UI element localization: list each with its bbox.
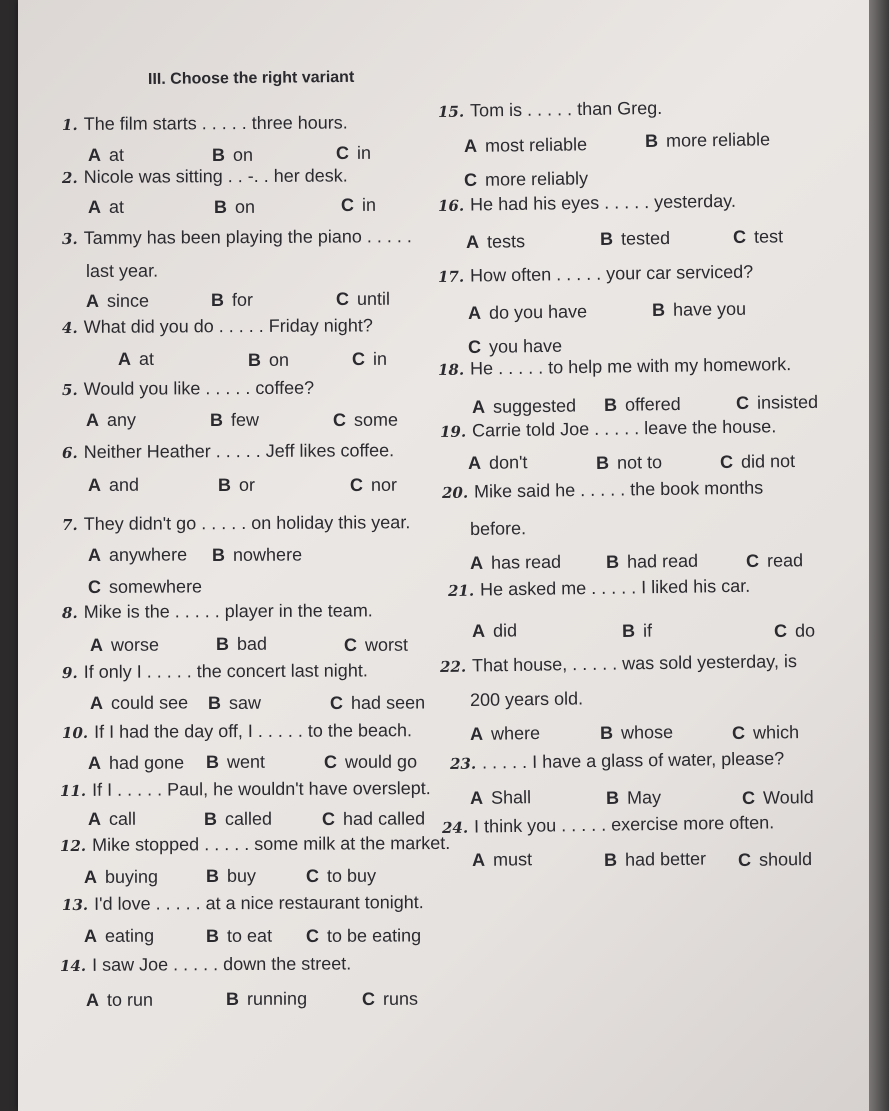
answer-option — [212, 544, 302, 566]
handwritten-question-number: 14. — [59, 956, 87, 975]
option-text: do — [794, 620, 816, 641]
question-stem — [62, 719, 412, 744]
answer-option — [470, 551, 561, 574]
option-letter: A — [87, 144, 102, 165]
option-text: have you — [672, 298, 747, 320]
option-letter: A — [465, 231, 480, 252]
question-text: I think you . . . . . exercise more often. — [473, 812, 775, 837]
question-stem — [62, 599, 373, 624]
answer-option — [336, 142, 371, 164]
option-text: tests — [486, 231, 526, 252]
question-stem — [60, 832, 450, 857]
option-text: nowhere — [232, 544, 303, 565]
option-letter: C — [732, 226, 747, 247]
answer-option — [472, 395, 576, 418]
option-text: on — [234, 196, 256, 217]
answer-option — [86, 290, 149, 312]
option-letter: A — [467, 302, 482, 323]
option-text: called — [224, 808, 273, 829]
question-text: Neither Heather . . . . . Jeff likes coffee. — [83, 440, 395, 462]
answer-option — [344, 634, 408, 656]
option-text: at — [138, 348, 155, 369]
option-text: you have — [488, 335, 563, 357]
option-text: buy — [226, 865, 257, 886]
handwritten-question-number: 22. — [439, 657, 467, 676]
option-text: worst — [364, 634, 409, 655]
answer-option — [604, 848, 706, 871]
option-text: did — [492, 620, 518, 641]
answer-option — [341, 194, 376, 216]
question-stem — [438, 261, 754, 288]
handwritten-question-number: 18. — [437, 360, 465, 379]
section-heading: III. Choose the right variant — [147, 68, 355, 88]
question-stem — [450, 747, 785, 775]
option-letter: B — [599, 228, 614, 249]
option-letter: C — [87, 576, 102, 597]
answer-option — [210, 409, 259, 431]
option-text: offered — [624, 393, 681, 415]
option-text: running — [246, 988, 308, 1009]
option-text: had read — [626, 550, 699, 572]
handwritten-question-number: 5. — [61, 380, 78, 399]
answer-option — [352, 348, 387, 370]
handwritten-question-number: 8. — [61, 603, 78, 622]
option-text: do you have — [488, 301, 588, 323]
question-stem — [62, 165, 348, 189]
answer-option — [216, 633, 267, 655]
handwritten-question-number: 24. — [441, 818, 469, 837]
option-letter: A — [463, 135, 478, 156]
option-text: some — [353, 409, 399, 430]
answer-option — [322, 807, 425, 830]
option-text: at — [108, 144, 125, 165]
answer-option — [226, 988, 307, 1010]
answer-option — [324, 751, 417, 773]
option-text: call — [108, 808, 137, 829]
option-letter: B — [217, 474, 232, 495]
question-stem — [442, 811, 775, 839]
option-letter: A — [469, 723, 484, 744]
handwritten-question-number: 2. — [61, 168, 78, 187]
option-text: Shall — [490, 787, 532, 808]
option-text: saw — [228, 692, 262, 713]
answer-option — [622, 620, 652, 642]
answer-option — [600, 227, 670, 250]
option-text: tested — [620, 228, 671, 249]
option-text: more reliable — [665, 129, 771, 151]
option-text: to eat — [226, 925, 273, 946]
option-letter: B — [205, 751, 220, 772]
answer-option — [88, 144, 124, 166]
option-text: where — [490, 723, 541, 744]
option-text: worse — [110, 634, 160, 655]
option-text: most reliable — [484, 134, 588, 156]
option-text: few — [230, 409, 260, 430]
answer-option — [88, 575, 202, 598]
option-letter: A — [89, 634, 104, 655]
answer-option — [330, 692, 425, 714]
option-letter: A — [117, 348, 132, 369]
answer-option — [88, 543, 187, 566]
answer-option — [596, 451, 662, 474]
option-text: bad — [236, 633, 268, 654]
option-letter: A — [87, 808, 102, 829]
option-text: nor — [370, 474, 398, 495]
answer-option — [604, 393, 681, 416]
option-text: buying — [104, 866, 159, 887]
question-stem — [62, 112, 348, 136]
handwritten-question-number: 3. — [61, 229, 78, 248]
option-text: to run — [106, 989, 154, 1010]
answer-option — [472, 619, 517, 642]
option-letter: C — [745, 550, 760, 571]
question-text: Would you like . . . . . coffee? — [83, 377, 315, 399]
question-text: They didn't go . . . . . on holiday this year. — [83, 512, 411, 534]
handwritten-question-number: 9. — [61, 663, 78, 682]
question-text: I'd love . . . . . at a nice restaurant tonight. — [94, 892, 424, 914]
handwritten-question-number: 17. — [437, 267, 465, 286]
question-stem — [440, 415, 777, 443]
option-letter: B — [209, 409, 224, 430]
option-text: did not — [740, 450, 796, 472]
handwritten-question-number: 13. — [61, 895, 89, 914]
answer-option — [466, 230, 525, 253]
option-text: eating — [104, 925, 155, 946]
option-letter: C — [321, 808, 336, 829]
answer-option — [600, 721, 673, 744]
option-text: would go — [344, 751, 418, 772]
option-text: must — [492, 849, 533, 870]
option-text: don't — [488, 452, 528, 473]
answer-option — [208, 692, 261, 714]
option-letter: C — [773, 620, 788, 641]
question-stem — [438, 97, 662, 123]
question-text: Tom is . . . . . than Greg. — [469, 97, 663, 121]
option-text: read — [766, 550, 804, 571]
question-stem — [62, 659, 368, 684]
option-letter: B — [605, 551, 620, 572]
option-text: more reliably — [484, 168, 589, 190]
option-letter: A — [469, 787, 484, 808]
handwritten-question-number: 21. — [447, 581, 475, 600]
option-letter: B — [603, 394, 618, 415]
option-text: insisted — [756, 391, 819, 413]
answer-option — [362, 988, 418, 1010]
answer-option — [90, 691, 188, 714]
question-text: If I had the day off, I . . . . . to the beach. — [94, 720, 413, 742]
option-letter: A — [471, 849, 486, 870]
option-letter: C — [335, 288, 350, 309]
option-text: in — [356, 142, 372, 163]
option-letter: A — [87, 474, 102, 495]
option-text: to be eating — [326, 925, 422, 946]
answer-option — [645, 128, 770, 152]
option-text: had better — [624, 848, 707, 870]
option-letter: A — [83, 866, 98, 887]
question-text: He asked me . . . . . I liked his car. — [479, 575, 751, 600]
option-letter: B — [203, 808, 218, 829]
question-text: If I . . . . . Paul, he wouldn't have overslept. — [92, 778, 431, 800]
answer-option — [214, 196, 255, 218]
option-letter: C — [467, 336, 482, 357]
option-text: test — [753, 226, 784, 247]
question-text: The film starts . . . . . three hours. — [83, 112, 348, 134]
question-stem — [62, 314, 373, 339]
question-text: Carrie told Joe . . . . . leave the house. — [471, 416, 777, 441]
option-letter: A — [471, 620, 486, 641]
question-stem — [442, 477, 764, 504]
answer-option — [84, 925, 154, 947]
question-text: I saw Joe . . . . . down the street. — [92, 953, 352, 975]
question-text: Nicole was sitting . . -. . her desk. — [83, 165, 348, 187]
option-letter: C — [463, 169, 478, 190]
option-letter: B — [603, 849, 618, 870]
answer-option — [350, 474, 397, 496]
answer-option — [606, 550, 698, 573]
option-letter: C — [305, 925, 320, 946]
answer-option — [211, 289, 253, 311]
question-stem — [62, 377, 314, 401]
question-stem — [62, 891, 424, 916]
option-letter: B — [207, 692, 222, 713]
option-text: which — [752, 722, 800, 743]
answer-option — [472, 848, 532, 871]
option-text: went — [226, 751, 266, 772]
question-text-continued: before. — [469, 518, 527, 539]
option-letter: A — [83, 925, 98, 946]
option-letter: C — [340, 194, 355, 215]
option-text: or — [238, 474, 256, 495]
question-text: Mike is the . . . . . player in the team. — [83, 600, 373, 622]
answer-option — [470, 786, 531, 809]
question-stem — [62, 439, 394, 464]
question-text: . . . . . I have a glass of water, please? — [481, 748, 785, 773]
option-letter: A — [85, 989, 100, 1010]
answer-option — [742, 786, 814, 809]
question-text: Mike said he . . . . . the book months — [473, 477, 764, 502]
option-text: has read — [490, 551, 562, 573]
option-text: at — [108, 196, 125, 217]
option-letter: C — [332, 409, 347, 430]
handwritten-question-number: 23. — [449, 754, 477, 773]
answer-option — [470, 722, 540, 745]
answer-option — [746, 549, 803, 572]
option-text: should — [758, 848, 813, 870]
question-stem — [438, 190, 736, 217]
option-letter: B — [599, 722, 614, 743]
question-stem — [62, 225, 412, 250]
option-text: to buy — [326, 865, 377, 886]
handwritten-question-number: 6. — [61, 443, 78, 462]
answer-option — [118, 348, 154, 370]
question-text: He . . . . . to help me with my homework. — [469, 354, 792, 379]
option-letter: B — [621, 620, 636, 641]
option-letter: B — [605, 787, 620, 808]
handwritten-question-number: 15. — [437, 102, 465, 121]
handwritten-question-number: 19. — [439, 422, 467, 441]
answer-option — [206, 751, 265, 773]
question-stem — [60, 777, 431, 802]
option-letter: C — [351, 348, 366, 369]
question-text: How often . . . . . your car serviced? — [469, 261, 754, 286]
option-letter: B — [215, 633, 230, 654]
answer-option — [468, 335, 562, 358]
option-letter: B — [595, 452, 610, 473]
option-text: anywhere — [108, 544, 188, 565]
question-text: He had his eyes . . . . . yesterday. — [469, 190, 737, 215]
option-letter: A — [469, 552, 484, 573]
answer-option — [306, 865, 376, 887]
answer-option — [464, 133, 587, 157]
option-text: any — [106, 409, 137, 430]
question-stem — [438, 353, 792, 381]
option-letter: B — [651, 299, 666, 320]
question-text-continued: last year. — [85, 260, 159, 281]
option-letter: C — [737, 849, 752, 870]
option-text: if — [642, 620, 653, 641]
option-text: had called — [342, 808, 426, 829]
question-stem — [448, 575, 751, 602]
handwritten-question-number: 4. — [61, 318, 78, 337]
answer-option — [88, 751, 184, 774]
option-letter: C — [361, 988, 376, 1009]
answer-option — [86, 989, 153, 1011]
question-text: What did you do . . . . . Friday night? — [83, 315, 373, 337]
option-letter: C — [719, 451, 734, 472]
option-letter: C — [741, 787, 756, 808]
option-text: Would — [762, 786, 814, 808]
answer-option — [90, 634, 159, 656]
option-letter: A — [87, 196, 102, 217]
answer-option — [333, 409, 398, 431]
answer-option — [206, 925, 272, 947]
answer-option — [84, 866, 158, 888]
handwritten-question-number: 20. — [441, 483, 469, 502]
answer-option — [204, 808, 272, 830]
answer-option — [652, 298, 746, 321]
question-text: Mike stopped . . . . . some milk at the market. — [92, 832, 451, 855]
option-letter: A — [85, 290, 100, 311]
question-text: If only I . . . . . the concert last night. — [83, 660, 368, 682]
option-text: had gone — [108, 752, 185, 773]
option-text: had seen — [350, 692, 426, 713]
answer-option — [468, 300, 587, 324]
option-text: on — [268, 349, 290, 370]
answer-option — [738, 848, 812, 871]
option-letter: A — [87, 544, 102, 565]
answer-option — [86, 409, 136, 431]
handwritten-question-number: 12. — [59, 836, 87, 855]
question-stem — [60, 952, 351, 977]
answer-option — [464, 167, 588, 191]
option-letter: A — [87, 752, 102, 773]
answer-option — [468, 451, 528, 474]
option-text: suggested — [492, 395, 577, 417]
option-text: runs — [382, 988, 419, 1009]
handwritten-question-number: 11. — [59, 781, 87, 800]
option-letter: B — [211, 144, 226, 165]
option-text: could see — [110, 692, 189, 713]
option-text: somewhere — [108, 576, 203, 597]
answer-option — [736, 391, 818, 414]
answer-option — [88, 474, 139, 496]
option-letter: B — [205, 865, 220, 886]
answer-option — [248, 349, 289, 371]
answer-option — [732, 721, 799, 744]
answer-option — [720, 450, 795, 473]
answer-option — [606, 786, 661, 809]
option-letter: A — [467, 452, 482, 473]
option-letter: B — [644, 130, 659, 151]
handwritten-question-number: 7. — [61, 515, 78, 534]
option-text: since — [106, 290, 150, 311]
answer-option — [212, 144, 253, 166]
handwritten-question-number: 1. — [61, 115, 78, 134]
option-letter: B — [211, 544, 226, 565]
option-letter: C — [329, 692, 344, 713]
option-text: in — [361, 194, 377, 215]
option-text: for — [231, 289, 254, 310]
option-letter: A — [85, 409, 100, 430]
answer-option — [218, 474, 255, 496]
option-text: until — [356, 288, 391, 309]
option-letter: C — [335, 142, 350, 163]
question-text: That house, . . . . . was sold yesterday, is — [471, 651, 798, 676]
answer-option — [774, 619, 815, 642]
answer-option — [88, 808, 136, 830]
answer-option — [88, 196, 124, 218]
option-letter: C — [323, 751, 338, 772]
handwritten-question-number: 16. — [437, 196, 465, 215]
option-letter: C — [735, 392, 750, 413]
option-letter: C — [349, 474, 364, 495]
handwritten-question-number: 10. — [61, 723, 89, 742]
question-text: Tammy has been playing the piano . . . . . — [83, 226, 412, 248]
option-letter: B — [213, 196, 228, 217]
option-letter: C — [343, 634, 358, 655]
option-letter: B — [247, 349, 262, 370]
question-stem — [62, 511, 410, 536]
option-letter: A — [471, 396, 486, 417]
option-letter: C — [731, 722, 746, 743]
option-text: May — [626, 787, 662, 808]
option-letter: A — [89, 692, 104, 713]
background-surface — [869, 0, 889, 1111]
option-text: on — [232, 144, 254, 165]
option-letter: C — [305, 865, 320, 886]
question-text-continued: 200 years old. — [469, 688, 584, 710]
option-text: and — [108, 474, 140, 495]
option-text: in — [372, 348, 388, 369]
answer-option — [336, 288, 390, 310]
option-letter: B — [205, 925, 220, 946]
option-letter: B — [210, 289, 225, 310]
option-letter: B — [225, 988, 240, 1009]
answer-option — [206, 865, 256, 887]
answer-option — [733, 225, 783, 248]
option-text: whose — [620, 721, 674, 743]
option-text: not to — [616, 452, 663, 473]
answer-option — [306, 924, 421, 947]
